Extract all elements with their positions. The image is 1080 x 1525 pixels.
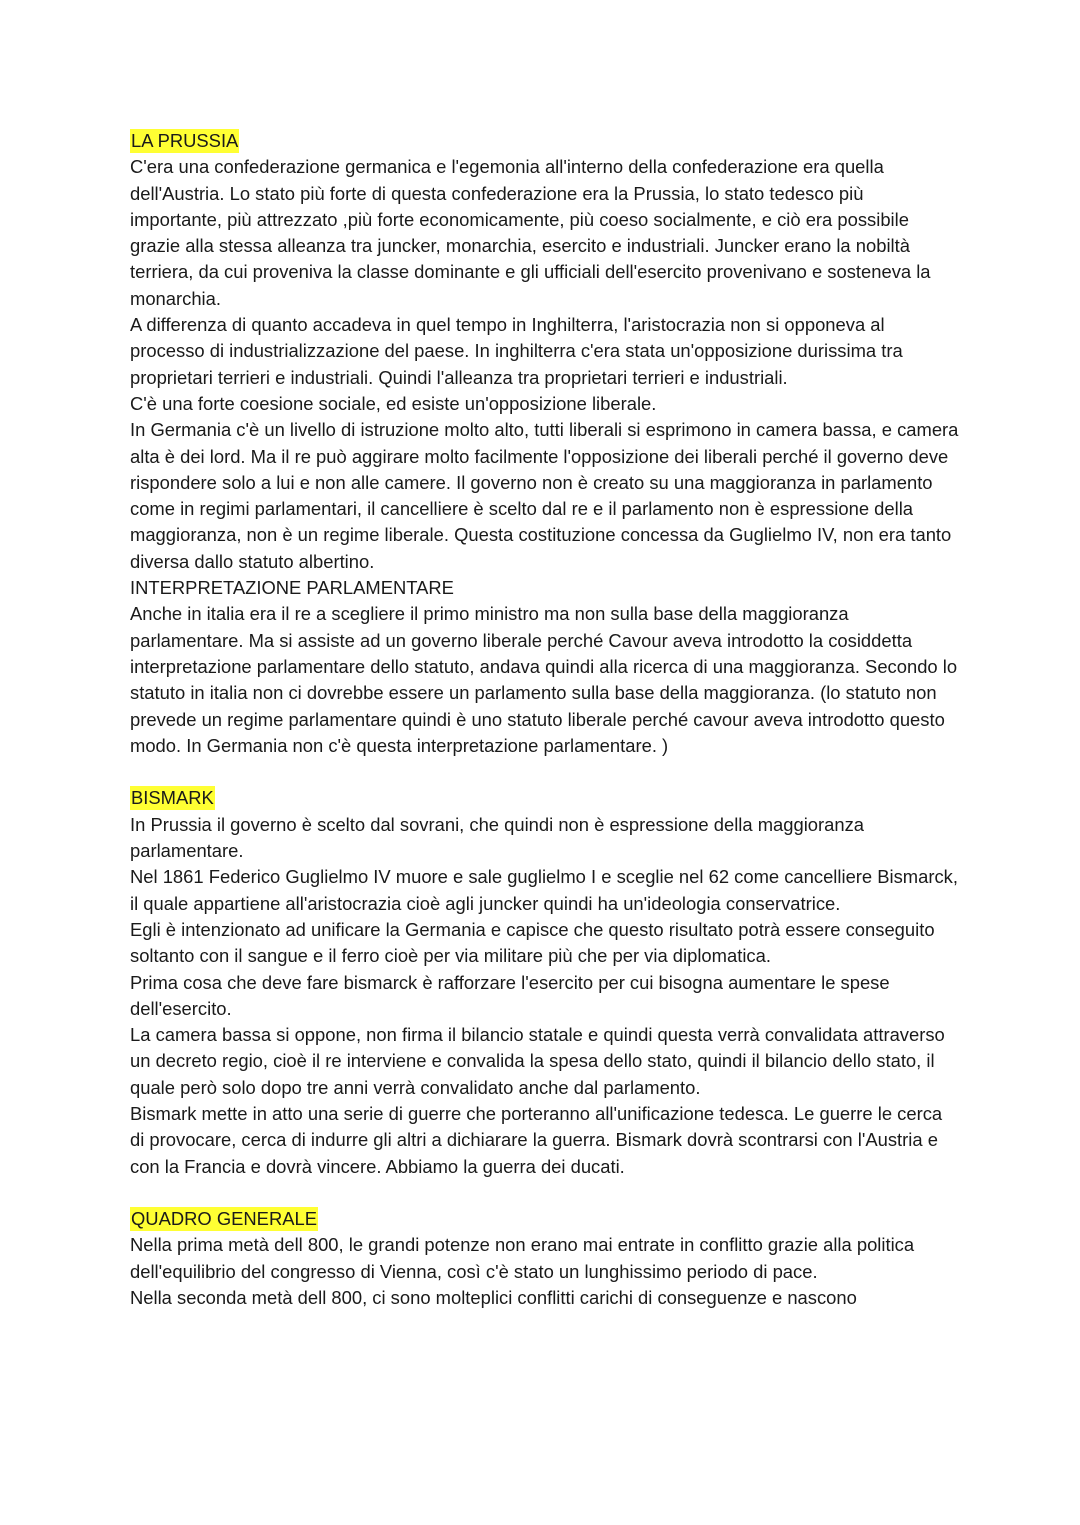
- section-prussia-title: LA PRUSSIA: [131, 130, 239, 151]
- document-page: [130, 128, 960, 1311]
- interpretazione-parlamentare-heading: INTERPRETAZIONE PARLAMENTARE: [130, 577, 454, 599]
- section-quadro-heading-line: [130, 1206, 960, 1232]
- section-quadro-title: QUADRO GENERALE: [131, 1208, 317, 1230]
- quadro-paragraph-2: Nella seconda metà dell 800, ci sono molteplici conflitti carichi di conseguenze e nascono: [130, 1287, 857, 1309]
- prussia-paragraph-2: A differenza di quanto accadeva in quel tempo in Inghilterra, l'aristocrazia non si opponeva al processo di industrializzazione del paese. In inghilterra c'era stata un'opposizione durissima tra proprietari terrieri e industriali. Quindi l'alleanza tra proprietari terrieri e industriali.: [130, 314, 903, 388]
- bismark-paragraph-4: Prima cosa che deve fare bismarck è rafforzare l'esercito per cui bisogna aumentare le spese dell'esercito.: [130, 971, 890, 1019]
- bismark-paragraph-2: Nel 1861 Federico Guglielmo IV muore e sale guglielmo I e sceglie nel 62 come cancelliere Bismarck, il quale appartiene all'aristocrazia cioè agli juncker quindi ha un'ideologia conservatrice.: [130, 866, 958, 914]
- section-bismark-title: BISMARK: [131, 787, 214, 809]
- quadro-paragraph-1: Nella prima metà dell 800, le grandi potenze non erano mai entrate in conflitto grazie alla politica dell'equilibrio del congresso di Vienna, così c'è stato un lunghissimo periodo di pace.: [130, 1234, 915, 1282]
- prussia-paragraph-3: C'è una forte coesione sociale, ed esiste un'opposizione liberale.: [130, 392, 657, 414]
- bismark-paragraph-6: Bismark mette in atto una serie di guerre che porteranno all'unificazione tedesca. Le guerre le cerca di provocare, cerca di indurre gli altri a dichiarare la guerra. Bismark dovrà scontrarsi con l'Austria e con la Francia e dovrà vincere. Abbiamo la guerra dei ducati.: [130, 1102, 943, 1177]
- section-bismark-heading-line: [130, 785, 960, 811]
- section-spacer: [130, 1180, 960, 1206]
- section-spacer: [130, 759, 960, 785]
- bismark-paragraph-5: La camera bassa si oppone, non firma il bilancio statale e quindi questa verrà convalidata attraverso un decreto regio, cioè il re interviene e convalida la spesa dello stato, quindi il bilancio dello stato, il quale però solo dopo tre anni verrà convalidato anche dal parlamento.: [130, 1024, 945, 1098]
- bismark-paragraph-1: In Prussia il governo è scelto dal sovrani, che quindi non è espressione della maggioranza parlamentare.: [130, 813, 865, 862]
- bismark-paragraph-3: Egli è intenzionato ad unificare la Germania e capisce che questo risultato potrà essere conseguito soltanto con il sangue e il ferro cioè per via militare più che per via diplomatica.: [130, 918, 935, 967]
- prussia-paragraph-1: C'era una confederazione germanica e l'egemonia all'interno della confederazione era quella dell'Austria. Lo stato più forte di questa confederazione era la Prussia, lo stato tedesco più importante, più attrezzato ,più forte economicamente, più coeso socialmente, e ciò era possibile grazie alla stessa alleanza tra juncker, monarchia, esercito e industriali. Juncker erano la nobiltà terriera, da cui proveniva la classe dominante e gli ufficiali dell'esercito provenivano e sosteneva la monarchia.: [130, 156, 931, 309]
- section-prussia-heading-line: [130, 128, 960, 154]
- interpretazione-paragraph-1: Anche in italia era il re a scegliere il primo ministro ma non sulla base della maggioranza parlamentare. Ma si assiste ad un governo liberale perché Cavour aveva introdotto la cosiddetta interpretazione parlamentare dello statuto, andava quindi alla ricerca di una maggioranza. Secondo lo statuto in italia non ci dovrebbe essere un parlamento sulla base della maggioranza. (lo statuto non prevede un regime parlamentare quindi è uno statuto liberale perché cavour aveva introdotto questo modo. In Germania non c'è questa interpretazione parlamentare. ): [130, 603, 958, 756]
- prussia-paragraph-4: In Germania c'è un livello di istruzione molto alto, tutti liberali si esprimono in camera bassa, e camera alta è dei lord. Ma il re può aggirare molto facilmente l'opposizione dei liberali perché il governo deve rispondere solo a lui e non alle camere. Il governo non è creato su una maggioranza in parlamento come in regimi parlamentari, il cancelliere è scelto dal re e il parlamento non è espressione della maggioranza, non è un regime liberale. Questa costituzione concessa da Guglielmo IV, non era tanto diversa dallo statuto albertino.: [130, 419, 959, 572]
